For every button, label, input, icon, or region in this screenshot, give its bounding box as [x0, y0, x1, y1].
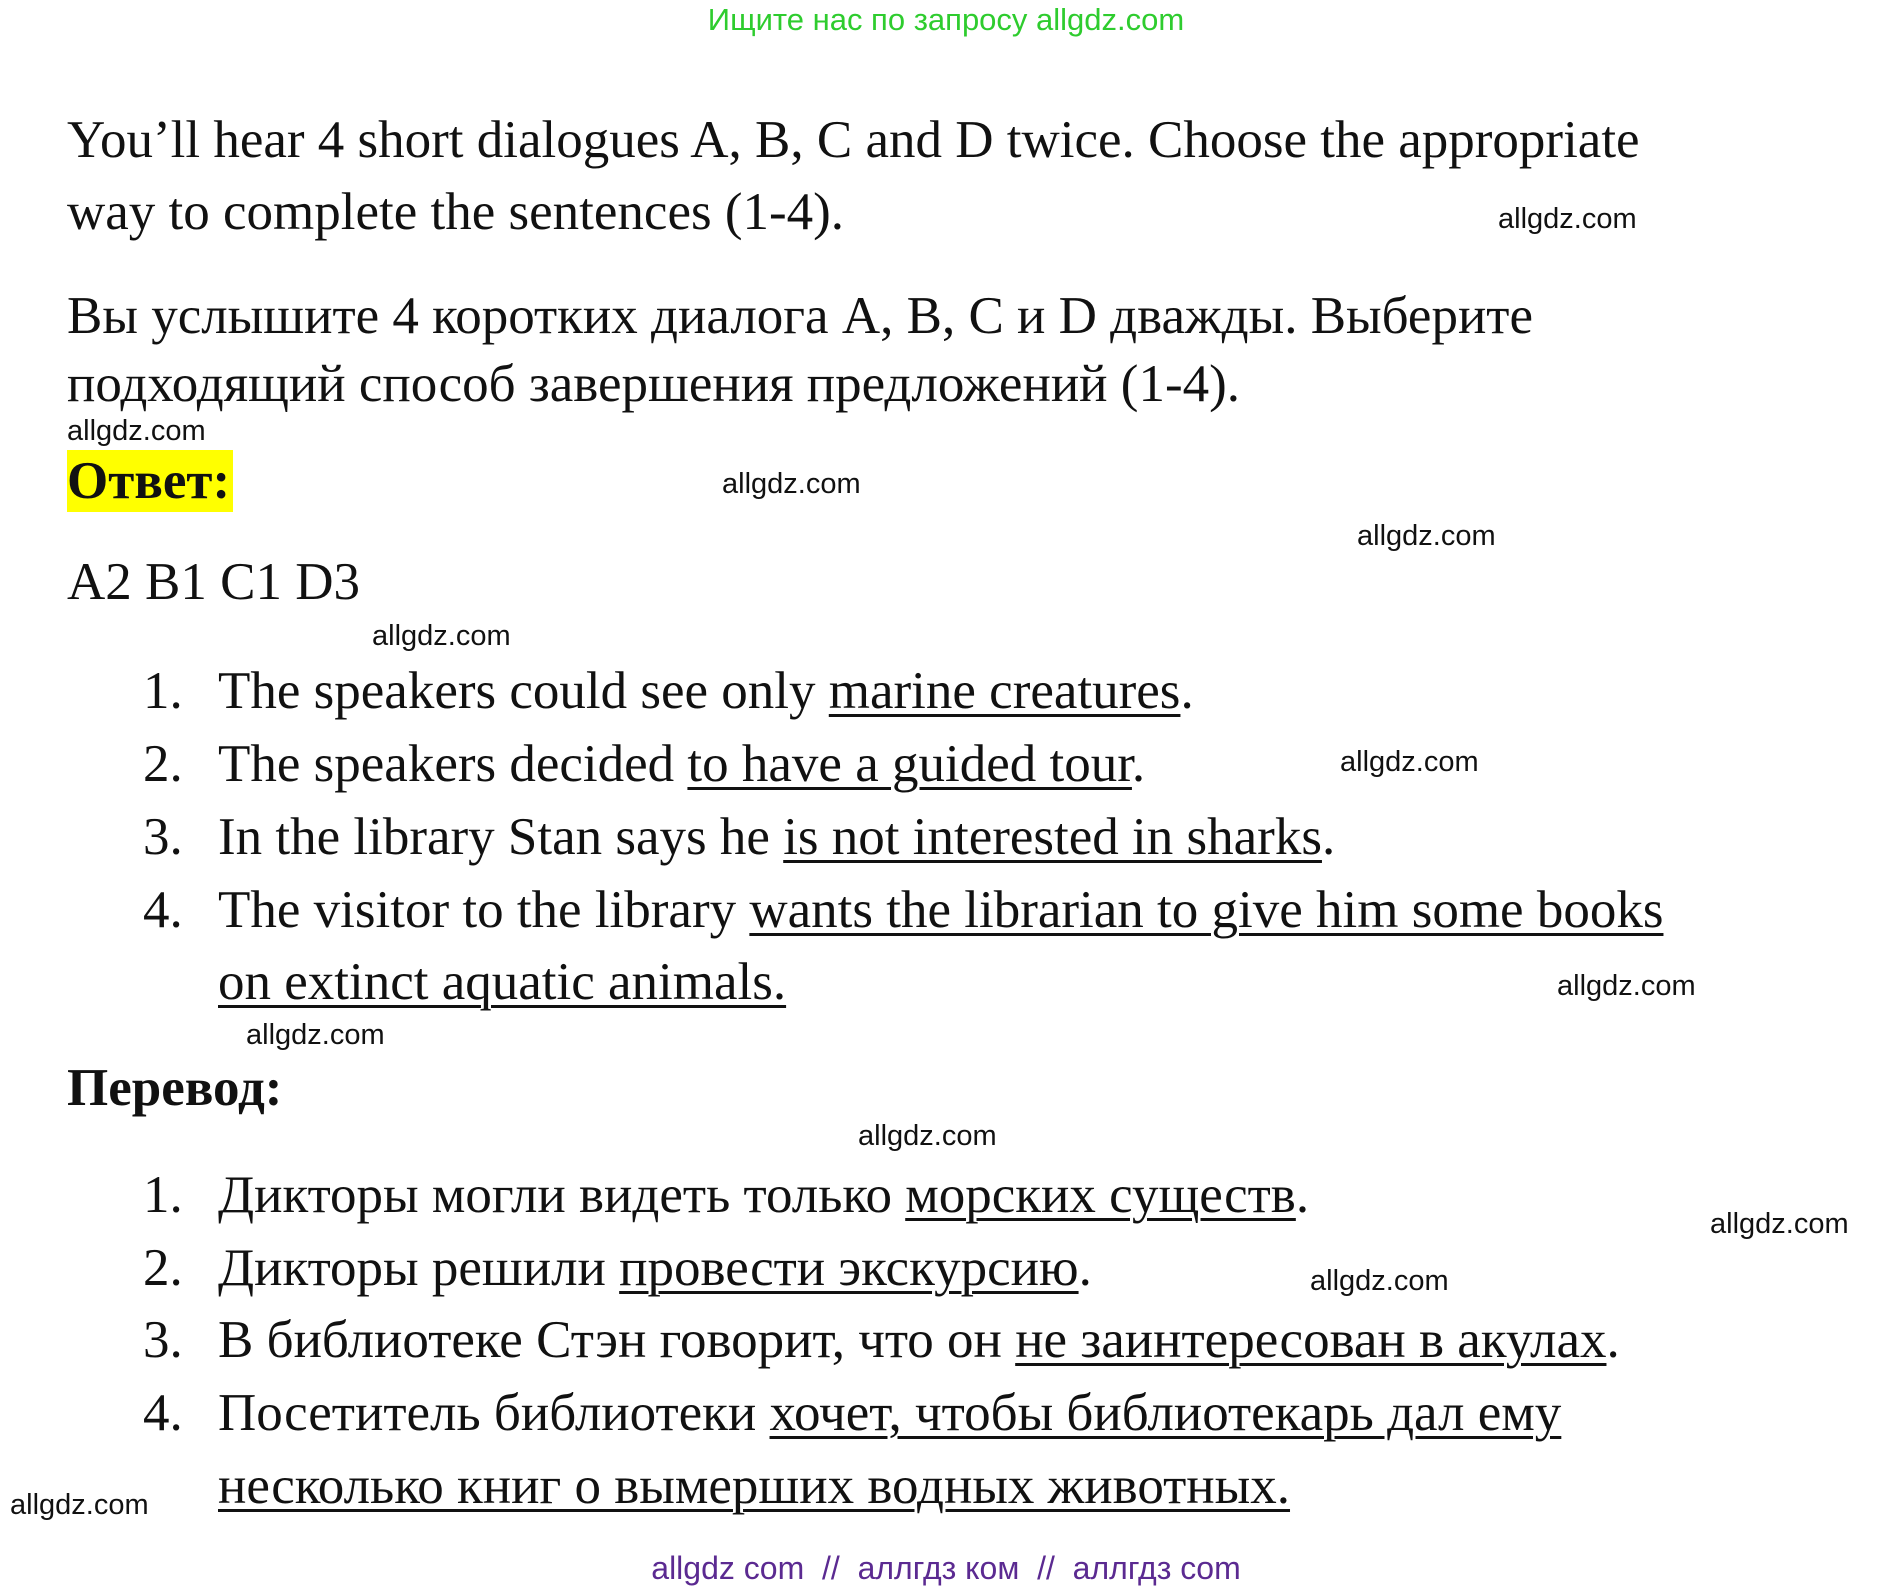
answer-value: A2 B1 C1 D3	[67, 553, 361, 611]
answer-en-underlined: on extinct aquatic animals.	[218, 953, 787, 1011]
answer-en-punct: .	[1180, 662, 1194, 720]
answer-en-num-1: 1.	[143, 662, 183, 720]
task-en-line-1: You’ll hear 4 short dialogues A, B, C and D twice. Choose the appropriate	[67, 111, 1640, 169]
answer-ru-text: Дикторы могли видеть только	[218, 1166, 906, 1224]
answer-en-3	[218, 808, 1335, 866]
answer-ru-underlined: не заинтересован в акулах	[1015, 1311, 1607, 1369]
watermark: allgdz.com	[1710, 1208, 1849, 1240]
footer-links: allgdz com // аллгдз ком // аллгдз com	[651, 1550, 1241, 1586]
answer-en-4	[218, 881, 1663, 939]
watermark: allgdz.com	[858, 1120, 997, 1152]
answer-ru-underlined: хочет, чтобы библиотекарь дал ему	[769, 1384, 1562, 1442]
task-ru-line-1: Вы услышите 4 коротких диалога A, B, C и D дважды. Выберите	[67, 287, 1533, 345]
task-ru-line-2: подходящий способ завершения предложений (1-4).	[67, 355, 1240, 413]
watermark: allgdz.com	[1310, 1265, 1449, 1297]
answer-ru-text: В библиотеке Стэн говорит, что он	[218, 1311, 1016, 1369]
answer-ru-num-3: 3.	[143, 1311, 183, 1369]
answer-en-underlined: marine creatures	[828, 662, 1181, 720]
answer-en-1	[218, 662, 1194, 720]
answer-en-2	[218, 735, 1145, 793]
task-en-line-2: way to complete the sentences (1-4).	[67, 183, 845, 241]
answer-ru-num-4: 4.	[143, 1384, 183, 1442]
answer-en-text: The visitor to the library	[218, 881, 750, 939]
answer-en-text: The speakers decided	[218, 735, 688, 793]
watermark: allgdz.com	[722, 468, 861, 500]
answer-en-4-cont	[218, 953, 786, 1011]
answer-en-num-3: 3.	[143, 808, 183, 866]
answer-ru-text: Дикторы решили	[218, 1239, 620, 1297]
answer-ru-num-1: 1.	[143, 1166, 183, 1224]
watermark: allgdz.com	[1340, 746, 1479, 778]
answer-ru-2	[218, 1239, 1092, 1297]
translation-label: Перевод:	[67, 1059, 283, 1117]
answer-ru-underlined: несколько книг о вымерших водных животных.	[218, 1457, 1291, 1515]
answer-en-num-4: 4.	[143, 881, 183, 939]
answer-ru-4	[218, 1384, 1561, 1442]
answer-ru-num-2: 2.	[143, 1239, 183, 1297]
answer-en-underlined: wants the librarian to give him some books	[749, 881, 1664, 939]
answer-en-punct: .	[1321, 808, 1336, 866]
watermark: allgdz.com	[1357, 520, 1496, 552]
answer-ru-punct: .	[1606, 1311, 1620, 1369]
answer-en-punct: .	[1131, 735, 1146, 793]
answer-ru-4-cont	[218, 1457, 1290, 1515]
answer-en-underlined: to have a guided tour	[687, 735, 1132, 793]
answer-en-text: The speakers could see only	[218, 662, 829, 720]
watermark: allgdz.com	[1498, 203, 1637, 235]
watermark: allgdz.com	[67, 415, 206, 447]
answer-label: Ответ:	[67, 450, 233, 512]
answer-ru-3	[218, 1311, 1620, 1369]
watermark: allgdz.com	[1557, 970, 1696, 1002]
answer-ru-underlined: провести экскурсию	[619, 1239, 1079, 1297]
answer-ru-punct: .	[1295, 1166, 1310, 1224]
answer-ru-text: Посетитель библиотеки	[218, 1384, 770, 1442]
watermark: allgdz.com	[10, 1489, 149, 1521]
watermark: allgdz.com	[372, 620, 511, 652]
answer-en-text: In the library Stan says he	[218, 808, 784, 866]
answer-ru-1	[218, 1166, 1309, 1224]
answer-en-underlined: is not interested in sharks	[783, 808, 1322, 866]
answer-ru-underlined: морских существ	[905, 1166, 1296, 1224]
search-banner: Ищите нас по запросу allgdz.com	[707, 2, 1185, 37]
answer-ru-punct: .	[1078, 1239, 1092, 1297]
watermark: allgdz.com	[246, 1019, 385, 1051]
answer-en-num-2: 2.	[143, 735, 183, 793]
